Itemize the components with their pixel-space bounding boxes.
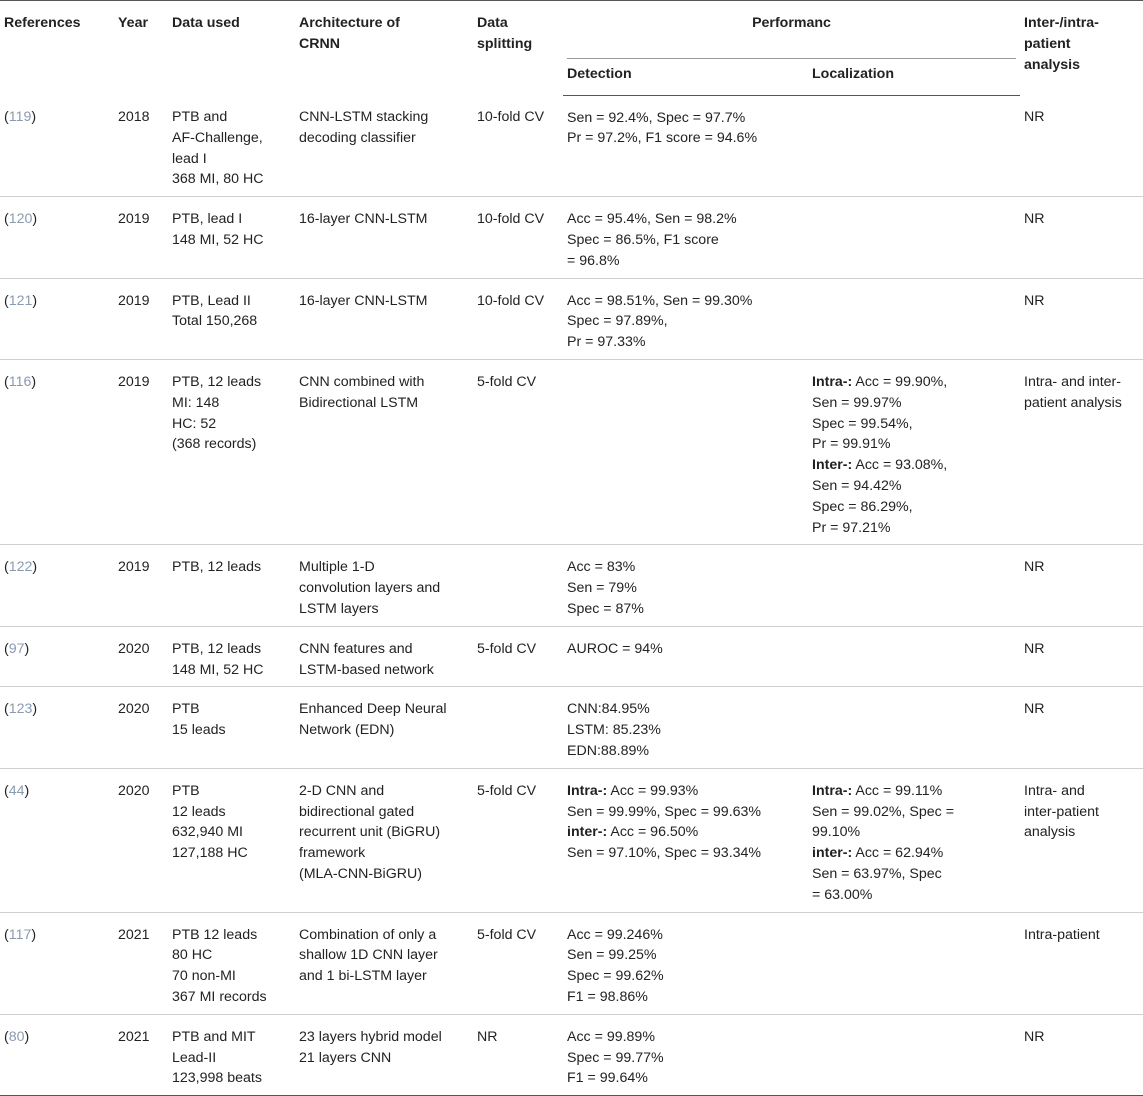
architecture-line: 16-layer CNN-LSTM <box>299 211 428 228</box>
reference-cell <box>0 1014 114 1095</box>
metric-text: Acc = 95.4%, Sen = 98.2% <box>567 211 737 228</box>
paren: ) <box>31 109 37 126</box>
data-used-cell <box>168 626 295 687</box>
analysis-line: NR <box>1024 701 1045 718</box>
metric-text: Sen = 99.25% <box>567 947 657 964</box>
metric-line <box>567 311 804 332</box>
table-row <box>0 95 1143 197</box>
metric-line <box>812 885 1016 906</box>
year-text: 2018 <box>118 109 150 126</box>
paren: ( <box>4 701 9 718</box>
metric-line <box>812 476 1016 497</box>
reference-cell <box>0 912 114 1014</box>
year-text: 2019 <box>118 211 150 228</box>
data-used-cell <box>168 197 295 278</box>
metric-text: Sen = 79% <box>567 580 637 597</box>
analysis-cell <box>1020 626 1143 687</box>
data-used-cell <box>168 360 295 545</box>
reference-link[interactable]: 116 <box>8 374 32 391</box>
data-splitting-cell <box>473 545 563 626</box>
metric-text: Acc = 99.11% <box>852 782 943 799</box>
localization-cell <box>808 768 1020 912</box>
paren: ) <box>32 211 38 228</box>
data-line: Lead-II <box>172 1049 217 1066</box>
table-row <box>0 278 1143 359</box>
data-line: HC: 52 <box>172 415 217 432</box>
metric-line <box>567 720 804 741</box>
data-splitting-cell <box>473 278 563 359</box>
metric-text: Acc = 99.246% <box>567 926 663 943</box>
metric-text: Sen = 99.99%, Spec = 99.63% <box>567 803 762 820</box>
header-performance: Performanc <box>563 1 1020 62</box>
reference-link[interactable]: 122 <box>8 559 33 576</box>
detection-cell <box>563 1014 808 1095</box>
data-line: PTB, 12 leads <box>172 559 262 576</box>
data-line: 123,998 beats <box>172 1070 262 1087</box>
architecture-line: decoding classifier <box>299 129 416 146</box>
reference-link[interactable]: 80 <box>8 1028 25 1045</box>
architecture-cell <box>295 768 473 912</box>
paren: ( <box>4 292 9 309</box>
year-text: 2021 <box>118 926 150 943</box>
metric-line <box>567 925 804 946</box>
data-splitting-cell <box>473 197 563 278</box>
data-line: 148 MI, 52 HC <box>172 661 264 678</box>
detection-cell <box>563 912 808 1014</box>
table-row <box>0 768 1143 912</box>
metric-text: Spec = 86.5%, F1 score <box>567 232 719 249</box>
data-line: PTB, lead I <box>172 211 243 228</box>
metric-text: = 63.00% <box>812 886 873 903</box>
paren: ) <box>32 292 38 309</box>
header-architecture: Architecture of CRNN <box>299 15 400 52</box>
architecture-line: convolution layers and <box>299 580 441 597</box>
table-row <box>0 1014 1143 1095</box>
analysis-cell <box>1020 360 1143 545</box>
header-data-splitting: Data splitting <box>477 15 533 52</box>
paren: ( <box>4 640 9 657</box>
metric-text: Acc = 99.93% <box>607 782 699 799</box>
header-localization: Localization <box>808 62 1020 95</box>
performance-divider <box>567 58 1016 59</box>
reference-link[interactable]: 97 <box>8 640 25 657</box>
metric-text: Sen = 94.42% <box>812 478 902 495</box>
detection-cell <box>563 360 808 545</box>
year-text: 2020 <box>118 782 150 799</box>
metric-line <box>812 497 1016 518</box>
metric-text: Spec = 99.62% <box>567 968 664 985</box>
paren: ) <box>32 559 38 576</box>
analysis-cell <box>1020 197 1143 278</box>
data-line: 127,188 HC <box>172 845 248 862</box>
metric-line <box>567 291 804 312</box>
detection-cell <box>563 768 808 912</box>
paren: ( <box>4 1028 9 1045</box>
metric-line <box>812 822 1016 843</box>
localization-cell <box>808 95 1020 197</box>
metric-line <box>812 843 1016 864</box>
architecture-cell <box>295 360 473 545</box>
analysis-line: NR <box>1024 559 1045 576</box>
metric-line <box>567 230 804 251</box>
analysis-line: patient analysis <box>1024 394 1122 411</box>
table-row <box>0 626 1143 687</box>
metric-line <box>567 843 804 864</box>
data-used-cell <box>168 768 295 912</box>
localization-cell <box>808 912 1020 1014</box>
metric-text: Spec = 99.77% <box>567 1049 664 1066</box>
analysis-line: analysis <box>1024 824 1076 841</box>
analysis-cell <box>1020 1014 1143 1095</box>
data-line: 15 leads <box>172 722 226 739</box>
year-cell <box>114 545 168 626</box>
metric-text: Spec = 99.54%, <box>812 415 913 432</box>
architecture-line: 2-D CNN and <box>299 782 385 799</box>
paren: ) <box>32 701 38 718</box>
metric-line <box>812 781 1016 802</box>
metric-text: Sen = 92.4%, Spec = 97.7% <box>567 109 746 126</box>
architecture-line: 16-layer CNN-LSTM <box>299 292 428 309</box>
metric-group-label: inter-: <box>567 824 608 841</box>
architecture-line: CNN combined with <box>299 374 425 391</box>
analysis-cell <box>1020 768 1143 912</box>
data-line: 12 leads <box>172 803 226 820</box>
data-line: PTB, 12 leads <box>172 640 262 657</box>
architecture-line: CNN-LSTM stacking <box>299 109 429 126</box>
metric-line <box>567 987 804 1008</box>
metric-line <box>567 557 804 578</box>
data-splitting-cell <box>473 626 563 687</box>
year-cell <box>114 197 168 278</box>
metric-line <box>812 518 1016 539</box>
metric-text: CNN:84.95% <box>567 701 650 718</box>
splitting-text: 10-fold CV <box>477 292 545 309</box>
data-line: PTB <box>172 782 200 799</box>
reference-link[interactable]: 123 <box>8 701 33 718</box>
data-used-cell <box>168 545 295 626</box>
splitting-text: 10-fold CV <box>477 211 545 228</box>
data-line: PTB, Lead II <box>172 292 251 309</box>
header-data-used: Data used <box>172 15 240 31</box>
splitting-text: 5-fold CV <box>477 374 537 391</box>
data-line: 70 non-MI <box>172 968 236 985</box>
metric-text: Pr = 97.33% <box>567 334 646 351</box>
metric-text: Acc = 98.51%, Sen = 99.30% <box>567 292 753 309</box>
year-cell <box>114 687 168 768</box>
year-text: 2020 <box>118 640 150 657</box>
architecture-line: framework <box>299 845 366 862</box>
year-cell <box>114 912 168 1014</box>
reference-link[interactable]: 119 <box>8 109 32 126</box>
data-line: 368 MI, 80 HC <box>172 171 264 188</box>
localization-cell <box>808 360 1020 545</box>
architecture-cell <box>295 545 473 626</box>
metric-text: Spec = 86.29%, <box>812 498 913 515</box>
architecture-cell <box>295 912 473 1014</box>
data-line: PTB and MIT <box>172 1028 256 1045</box>
metric-text: Spec = 87% <box>567 601 644 618</box>
architecture-line: 23 layers hybrid model <box>299 1028 442 1045</box>
data-splitting-cell <box>473 768 563 912</box>
metric-line <box>567 945 804 966</box>
table-row <box>0 545 1143 626</box>
reference-cell <box>0 278 114 359</box>
reference-cell <box>0 687 114 768</box>
architecture-cell <box>295 95 473 197</box>
architecture-line: (MLA-CNN-BiGRU) <box>299 866 422 882</box>
detection-cell <box>563 626 808 687</box>
analysis-cell <box>1020 545 1143 626</box>
localization-cell <box>808 545 1020 626</box>
analysis-line: NR <box>1024 292 1045 309</box>
metric-line <box>567 251 804 272</box>
metric-line <box>567 781 804 802</box>
splitting-text: NR <box>477 1028 498 1045</box>
metric-line <box>567 741 804 762</box>
reference-link[interactable]: 121 <box>8 292 33 309</box>
reference-cell <box>0 626 114 687</box>
data-line: 148 MI, 52 HC <box>172 232 264 249</box>
analysis-cell <box>1020 278 1143 359</box>
header-year: Year <box>118 15 148 31</box>
metric-line <box>812 372 1016 393</box>
metric-text: LSTM: 85.23% <box>567 722 661 739</box>
analysis-line: NR <box>1024 640 1045 657</box>
year-text: 2019 <box>118 374 150 391</box>
data-splitting-cell <box>473 1014 563 1095</box>
metric-text: = 96.8% <box>567 252 620 269</box>
analysis-cell <box>1020 95 1143 197</box>
metric-line <box>567 332 804 353</box>
architecture-line: recurrent unit (BiGRU) <box>299 824 441 841</box>
year-cell <box>114 626 168 687</box>
paren: ( <box>4 211 9 228</box>
paren: ( <box>4 559 9 576</box>
architecture-line: and 1 bi-LSTM layer <box>299 968 427 985</box>
metric-line <box>567 1068 804 1089</box>
header-references: References <box>4 15 81 31</box>
metric-line <box>812 393 1016 414</box>
metric-group-label: Inter-: <box>812 457 853 474</box>
splitting-text: 5-fold CV <box>477 926 537 943</box>
metric-line <box>567 599 804 620</box>
metric-line <box>812 414 1016 435</box>
data-line: PTB and <box>172 109 228 126</box>
architecture-line: shallow 1D CNN layer <box>299 947 438 964</box>
metric-line <box>567 699 804 720</box>
splitting-text: 5-fold CV <box>477 640 537 657</box>
detection-cell <box>563 545 808 626</box>
metric-text: AUROC = 94% <box>567 640 663 657</box>
localization-cell <box>808 278 1020 359</box>
detection-cell <box>563 197 808 278</box>
analysis-cell <box>1020 912 1143 1014</box>
year-text: 2021 <box>118 1028 150 1045</box>
data-line: 632,940 MI <box>172 824 243 841</box>
metric-text: Acc = 96.50% <box>607 824 699 841</box>
data-splitting-cell <box>473 360 563 545</box>
metric-text: Acc = 62.94% <box>852 845 944 862</box>
metric-group-label: Intra-: <box>812 374 853 391</box>
metric-text: Sen = 99.02%, Spec = <box>812 803 954 820</box>
paren: ) <box>24 640 30 657</box>
paren: ( <box>4 109 9 126</box>
splitting-text: 5-fold CV <box>477 782 537 799</box>
paren: ) <box>24 1028 30 1045</box>
data-line: Total 150,268 <box>172 313 258 330</box>
reference-link[interactable]: 117 <box>8 926 32 943</box>
detection-cell <box>563 687 808 768</box>
metric-text: 99.10% <box>812 824 861 841</box>
metric-text: Pr = 97.2%, F1 score = 94.6% <box>567 130 758 147</box>
reference-cell <box>0 545 114 626</box>
metric-text: Sen = 63.97%, Spec <box>812 866 942 882</box>
metric-line <box>567 209 804 230</box>
data-splitting-cell <box>473 912 563 1014</box>
analysis-line: NR <box>1024 1028 1045 1045</box>
localization-cell <box>808 687 1020 768</box>
data-line: PTB, 12 leads <box>172 374 262 391</box>
data-line: MI: 148 <box>172 394 220 411</box>
data-used-cell <box>168 912 295 1014</box>
localization-cell <box>808 197 1020 278</box>
analysis-line: Intra-patient <box>1024 926 1100 943</box>
metric-text: Pr = 97.21% <box>812 519 891 536</box>
architecture-line: Combination of only a <box>299 926 437 943</box>
analysis-line: Intra- and inter- <box>1024 374 1122 391</box>
architecture-cell <box>295 1014 473 1095</box>
metric-group-label: Intra-: <box>812 782 853 799</box>
localization-cell <box>808 1014 1020 1095</box>
data-line: PTB 12 leads <box>172 926 258 943</box>
metric-line <box>812 802 1016 823</box>
paren: ( <box>4 926 9 943</box>
data-line: 367 MI records <box>172 988 267 1005</box>
metric-line <box>567 802 804 823</box>
metric-line <box>567 578 804 599</box>
analysis-line: NR <box>1024 109 1045 126</box>
detection-cell <box>563 278 808 359</box>
reference-link[interactable]: 120 <box>8 211 33 228</box>
data-used-cell <box>168 278 295 359</box>
splitting-text: 10-fold CV <box>477 109 545 126</box>
architecture-cell <box>295 687 473 768</box>
year-text: 2020 <box>118 701 150 718</box>
architecture-line: LSTM-based network <box>299 661 434 678</box>
analysis-line: inter-patient <box>1024 803 1099 820</box>
year-cell <box>114 95 168 197</box>
metric-text: Acc = 99.89% <box>567 1028 655 1045</box>
data-line: (368 records) <box>172 436 257 453</box>
data-splitting-cell <box>473 687 563 768</box>
metric-text: F1 = 98.86% <box>567 988 648 1005</box>
year-cell <box>114 768 168 912</box>
analysis-line: Intra- and <box>1024 782 1085 799</box>
metric-line <box>812 434 1016 455</box>
data-line: lead I <box>172 150 207 167</box>
metric-text: Pr = 99.91% <box>812 436 891 453</box>
paren: ) <box>31 374 37 391</box>
metric-group-label: inter-: <box>812 845 853 862</box>
metric-text: Sen = 99.97% <box>812 394 902 411</box>
data-line: 80 HC <box>172 947 213 964</box>
data-used-cell <box>168 1014 295 1095</box>
data-line: AF-Challenge, <box>172 129 263 146</box>
metric-line <box>567 822 804 843</box>
metric-line <box>812 455 1016 476</box>
header-row-top <box>0 1 1143 62</box>
architecture-line: Network (EDN) <box>299 722 395 739</box>
architecture-line: Multiple 1-D <box>299 559 375 576</box>
metric-text: Sen = 97.10%, Spec = 93.34% <box>567 845 762 862</box>
architecture-cell <box>295 626 473 687</box>
reference-cell <box>0 197 114 278</box>
year-cell <box>114 278 168 359</box>
table-row <box>0 687 1143 768</box>
reference-link[interactable]: 44 <box>8 782 25 799</box>
architecture-line: Bidirectional LSTM <box>299 394 419 411</box>
paren: ) <box>24 782 30 799</box>
reference-cell <box>0 95 114 197</box>
architecture-line: LSTM layers <box>299 601 379 618</box>
metric-line <box>812 864 1016 885</box>
architecture-line: Enhanced Deep Neural <box>299 701 447 718</box>
metric-text: Acc = 93.08%, <box>852 457 948 474</box>
architecture-line: bidirectional gated <box>299 803 415 820</box>
metric-line <box>567 966 804 987</box>
metric-line <box>567 1048 804 1069</box>
architecture-line: CNN features and <box>299 640 413 657</box>
metric-text: F1 = 99.64% <box>567 1070 648 1087</box>
reference-cell <box>0 768 114 912</box>
header-inter-intra: Inter-/intra- patient analysis <box>1024 15 1099 73</box>
reference-cell <box>0 360 114 545</box>
analysis-cell <box>1020 687 1143 768</box>
metric-text: Acc = 83% <box>567 559 636 576</box>
paren: ( <box>4 374 9 391</box>
architecture-cell <box>295 278 473 359</box>
data-used-cell <box>168 95 295 197</box>
metric-line <box>567 108 804 129</box>
paren: ( <box>4 782 9 799</box>
metric-line <box>567 1027 804 1048</box>
table-row <box>0 360 1143 545</box>
data-line: PTB <box>172 701 200 718</box>
table-row <box>0 197 1143 278</box>
year-cell <box>114 360 168 545</box>
metric-line <box>567 128 804 149</box>
table-row <box>0 912 1143 1014</box>
metric-line <box>567 639 804 660</box>
metric-text: Acc = 99.90%, <box>852 374 948 391</box>
year-cell <box>114 1014 168 1095</box>
metric-text: EDN:88.89% <box>567 743 650 760</box>
architecture-line: 21 layers CNN <box>299 1049 392 1066</box>
localization-cell <box>808 626 1020 687</box>
detection-cell <box>563 95 808 197</box>
header-detection: Detection <box>563 62 808 95</box>
metric-text: Spec = 97.89%, <box>567 313 668 330</box>
year-text: 2019 <box>118 292 150 309</box>
metric-group-label: Intra-: <box>567 782 608 799</box>
data-splitting-cell <box>473 95 563 197</box>
architecture-cell <box>295 197 473 278</box>
paren: ) <box>31 926 37 943</box>
data-used-cell <box>168 687 295 768</box>
analysis-line: NR <box>1024 211 1045 228</box>
year-text: 2019 <box>118 559 150 576</box>
